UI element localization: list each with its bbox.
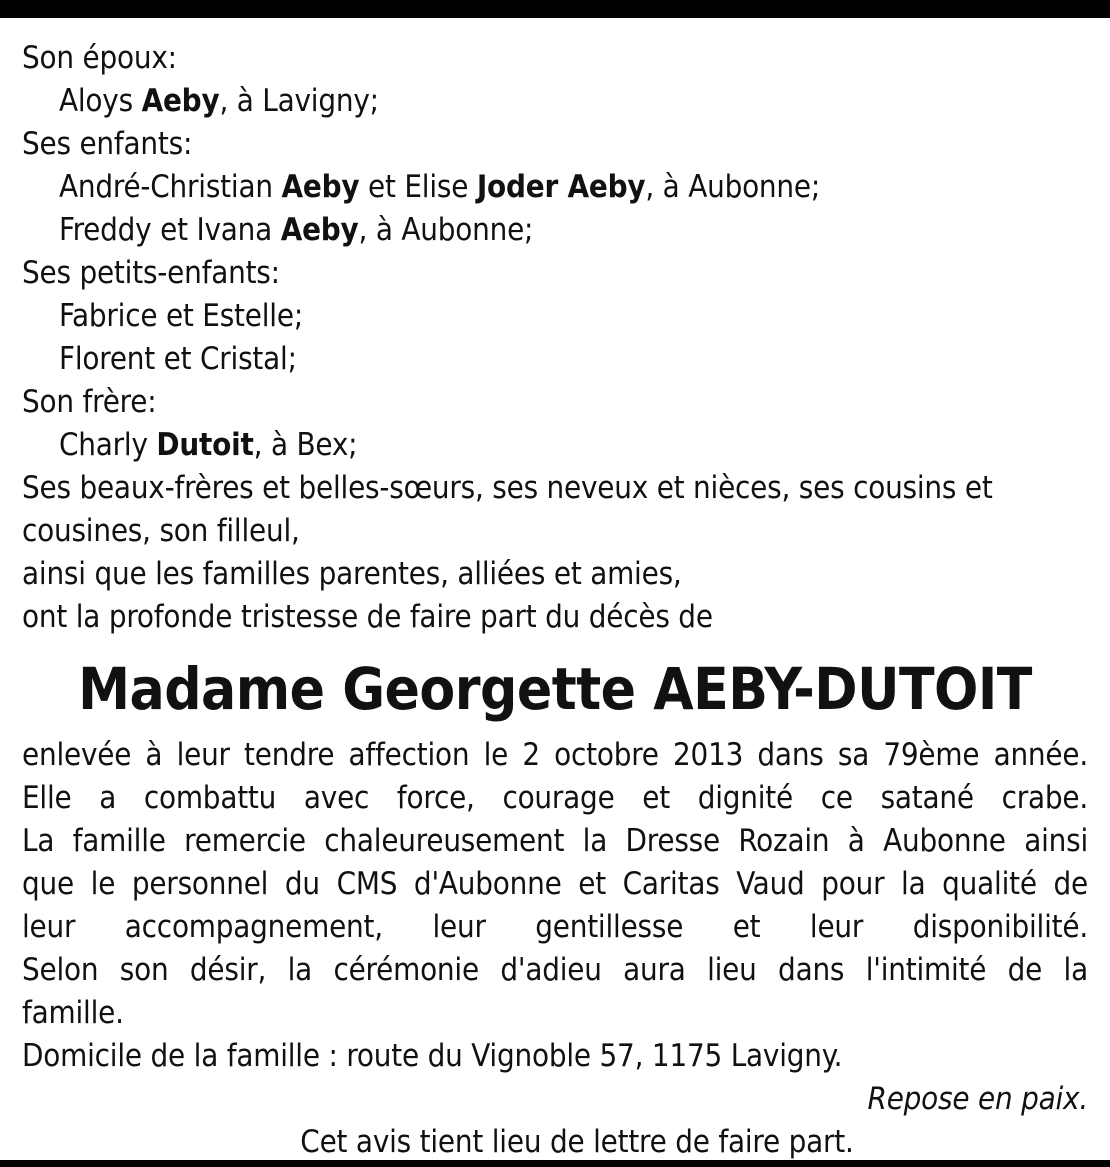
spouse-entry bbox=[22, 80, 1088, 123]
location: , à Bex; bbox=[253, 427, 358, 463]
extended-family-line: ainsi que les familles parentes, alliées et amies, bbox=[22, 556, 682, 592]
brother-heading: Son frère: bbox=[22, 384, 157, 420]
brother-entry bbox=[22, 424, 1088, 467]
announcement-line: ont la profonde tristesse de faire part du décès de bbox=[22, 599, 713, 635]
child-entry bbox=[22, 166, 1088, 209]
extended-family-line: cousines, son filleul, bbox=[22, 513, 300, 549]
surname: Aeby bbox=[141, 83, 220, 119]
partner-name: et Elise bbox=[359, 169, 477, 205]
bottom-border-rule bbox=[0, 1160, 1110, 1167]
surname: Joder Aeby bbox=[476, 169, 646, 205]
location: , à Lavigny; bbox=[219, 83, 379, 119]
first-name: André-Christian bbox=[59, 169, 282, 205]
location: , à Aubonne; bbox=[358, 212, 534, 248]
first-name: Aloys bbox=[59, 83, 142, 119]
body-line: leur accompagnement, leur gentillesse et leur disponibilité. bbox=[22, 909, 1088, 945]
family-address: Domicile de la famille : route du Vignoble 57, 1175 Lavigny. bbox=[22, 1038, 843, 1074]
sign-off: Repose en paix. bbox=[867, 1081, 1088, 1117]
body-paragraph bbox=[22, 734, 1088, 1035]
spouse-heading: Son époux: bbox=[22, 40, 177, 76]
grandchild-entry: Fabrice et Estelle; bbox=[59, 298, 304, 334]
children-heading: Ses enfants: bbox=[22, 126, 193, 162]
extended-family-line: Ses beaux-frères et belles-sœurs, ses neveux et nièces, ses cousins et bbox=[22, 470, 993, 506]
deceased-name: Madame Georgette AEBY-DUTOIT bbox=[78, 655, 1032, 723]
first-name: Charly bbox=[59, 427, 157, 463]
body-line: que le personnel du CMS d'Aubonne et Caritas Vaud pour la qualité de bbox=[22, 866, 1088, 902]
surname: Aeby bbox=[280, 212, 359, 248]
surname: Dutoit bbox=[156, 427, 254, 463]
surname: Aeby bbox=[281, 169, 360, 205]
first-name: Freddy et Ivana bbox=[59, 212, 281, 248]
body-line: Elle a combattu avec force, courage et dignité ce satané crabe. bbox=[22, 780, 1088, 816]
body-line: La famille remercie chaleureusement la Dresse Rozain à Aubonne ainsi bbox=[22, 823, 1088, 859]
grandchildren-heading: Ses petits-enfants: bbox=[22, 255, 280, 291]
location: , à Aubonne; bbox=[645, 169, 821, 205]
body-line: famille. bbox=[22, 995, 124, 1031]
obituary-notice bbox=[22, 37, 1088, 1164]
top-border-rule bbox=[0, 0, 1110, 18]
grandchild-entry: Florent et Cristal; bbox=[59, 341, 297, 377]
closing-note: Cet avis tient lieu de lettre de faire part. bbox=[300, 1124, 854, 1160]
body-line: Selon son désir, la cérémonie d'adieu aura lieu dans l'intimité de la bbox=[22, 952, 1088, 988]
child-entry bbox=[22, 209, 1088, 252]
body-line: enlevée à leur tendre affection le 2 octobre 2013 dans sa 79ème année. bbox=[22, 737, 1088, 773]
